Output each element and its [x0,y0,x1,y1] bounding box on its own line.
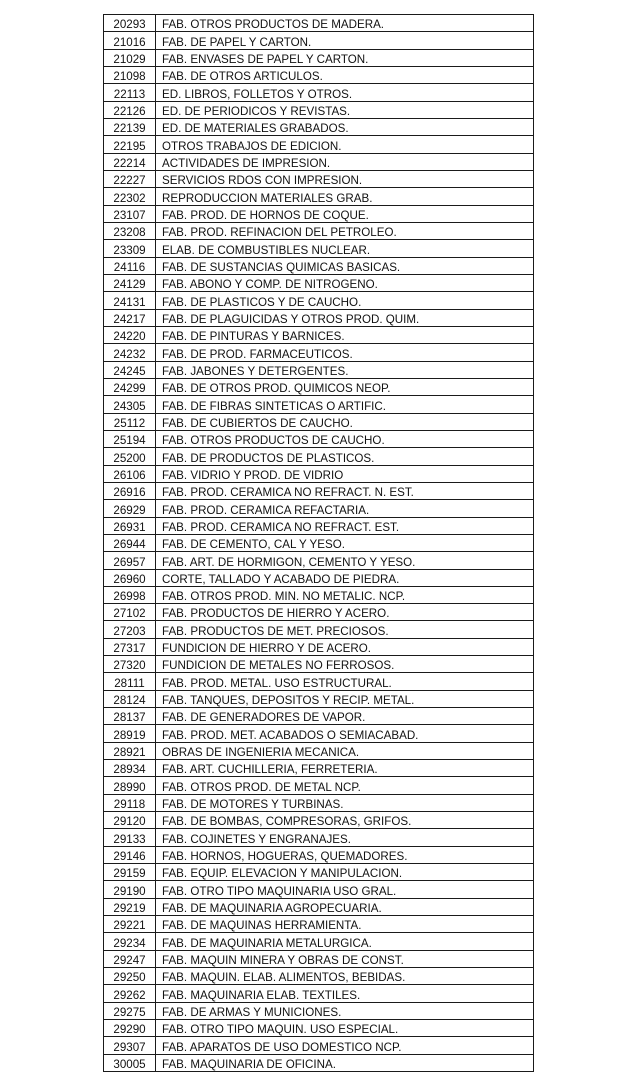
table-row [104,708,534,725]
activity-description-cell: FAB. MAQUIN MINERA Y OBRAS DE CONST. [156,950,534,967]
activity-description-cell: FAB. VIDRIO Y PROD. DE VIDRIO [156,465,534,482]
table-row [104,240,534,257]
table-row [104,690,534,707]
table-row [104,482,534,499]
activity-code-cell: 24131 [104,292,156,309]
activity-code-cell: 24129 [104,274,156,291]
activity-description-cell: FAB. MAQUIN. ELAB. ALIMENTOS, BEBIDAS. [156,968,534,985]
activity-description-cell: FAB. DE PLAGUICIDAS Y OTROS PROD. QUIM. [156,309,534,326]
table-row [104,517,534,534]
activity-code-cell: 24305 [104,396,156,413]
table-row [104,430,534,447]
activity-description-cell: FAB. PROD. CERAMICA REFACTARIA. [156,500,534,517]
activity-description-cell: FAB. DE OTROS PROD. QUIMICOS NEOP. [156,378,534,395]
activity-code-cell: 20293 [104,15,156,32]
table-row [104,309,534,326]
activity-description-cell: FAB. TANQUES, DEPOSITOS Y RECIP. METAL. [156,690,534,707]
activity-description-cell: FAB. DE FIBRAS SINTETICAS O ARTIFIC. [156,396,534,413]
activity-code-cell: 29234 [104,933,156,950]
activity-description-cell: FAB. DE PAPEL Y CARTON. [156,32,534,49]
activity-description-cell: FAB. PRODUCTOS DE MET. PRECIOSOS. [156,621,534,638]
activity-code-cell: 29133 [104,829,156,846]
activity-code-cell: 29120 [104,812,156,829]
table-row [104,1054,534,1071]
table-row [104,448,534,465]
table-row [104,378,534,395]
activity-description-cell: FAB. DE SUSTANCIAS QUIMICAS BASICAS. [156,257,534,274]
activity-code-cell: 29247 [104,950,156,967]
activity-code-cell: 26944 [104,534,156,551]
activity-code-cell: 24116 [104,257,156,274]
activity-code-cell: 29221 [104,916,156,933]
activity-description-cell: FAB. DE PINTURAS Y BARNICES. [156,326,534,343]
activity-code-cell: 23107 [104,205,156,222]
activity-code-cell: 25194 [104,430,156,447]
activity-code-cell: 21016 [104,32,156,49]
activity-code-cell: 28934 [104,760,156,777]
activity-code-cell: 22113 [104,84,156,101]
table-row [104,552,534,569]
table-row [104,950,534,967]
activity-description-cell: FAB. EQUIP. ELEVACION Y MANIPULACION. [156,864,534,881]
activity-code-cell: 22126 [104,101,156,118]
activity-description-cell: FAB. DE CUBIERTOS DE CAUCHO. [156,413,534,430]
activity-code-cell: 22302 [104,188,156,205]
activity-description-cell: FAB. OTRO TIPO MAQUINARIA USO GRAL. [156,881,534,898]
activity-code-cell: 24217 [104,309,156,326]
table-row [104,742,534,759]
table-row [104,881,534,898]
table-row [104,326,534,343]
activity-description-cell: FAB. OTROS PROD. MIN. NO METALIC. NCP. [156,586,534,603]
activity-code-cell: 28124 [104,690,156,707]
activity-code-cell: 28111 [104,673,156,690]
table-row [104,812,534,829]
table-row [104,257,534,274]
activity-code-cell: 29159 [104,864,156,881]
table-row [104,638,534,655]
activity-code-cell: 24245 [104,361,156,378]
table-row [104,361,534,378]
table-row [104,153,534,170]
activity-description-cell: FAB. DE MAQUINAS HERRAMIENTA. [156,916,534,933]
activity-description-cell: FAB. ART. DE HORMIGON, CEMENTO Y YESO. [156,552,534,569]
activity-description-cell: FAB. DE MAQUINARIA AGROPECUARIA. [156,898,534,915]
activity-description-cell: FAB. DE MOTORES Y TURBINAS. [156,794,534,811]
activity-code-cell: 23208 [104,222,156,239]
activity-code-cell: 22195 [104,136,156,153]
activity-description-cell: FAB. OTROS PRODUCTOS DE CAUCHO. [156,430,534,447]
activity-code-cell: 26106 [104,465,156,482]
activity-code-cell: 29307 [104,1037,156,1054]
activity-code-cell: 28137 [104,708,156,725]
table-row [104,118,534,135]
activity-code-cell: 26929 [104,500,156,517]
activity-description-cell: FAB. DE BOMBAS, COMPRESORAS, GRIFOS. [156,812,534,829]
table-row [104,170,534,187]
table-row [104,292,534,309]
activity-description-cell: FAB. JABONES Y DETERGENTES. [156,361,534,378]
activity-description-cell: FAB. DE MAQUINARIA METALURGICA. [156,933,534,950]
activity-code-cell: 25112 [104,413,156,430]
activity-code-cell: 29290 [104,1020,156,1037]
table-row [104,898,534,915]
activity-description-cell: FAB. ENVASES DE PAPEL Y CARTON. [156,49,534,66]
activity-description-cell: FAB. DE PRODUCTOS DE PLASTICOS. [156,448,534,465]
activity-code-cell: 27320 [104,656,156,673]
activity-description-cell: FAB. OTROS PRODUCTOS DE MADERA. [156,15,534,32]
activity-description-cell: FAB. APARATOS DE USO DOMESTICO NCP. [156,1037,534,1054]
activity-description-cell: FAB. PROD. METAL. USO ESTRUCTURAL. [156,673,534,690]
activity-code-cell: 30005 [104,1054,156,1071]
table-row [104,66,534,83]
activity-code-cell: 29250 [104,968,156,985]
activity-code-cell: 22139 [104,118,156,135]
table-row [104,1002,534,1019]
activity-code-cell: 24299 [104,378,156,395]
table-row [104,673,534,690]
activity-description-cell: CORTE, TALLADO Y ACABADO DE PIEDRA. [156,569,534,586]
activity-code-cell: 23309 [104,240,156,257]
activity-code-table [103,14,534,1072]
activity-code-cell: 29219 [104,898,156,915]
table-row [104,32,534,49]
activity-description-cell: FAB. DE PLASTICOS Y DE CAUCHO. [156,292,534,309]
activity-description-cell: FAB. DE CEMENTO, CAL Y YESO. [156,534,534,551]
table-row [104,933,534,950]
activity-description-cell: FAB. OTROS PROD. DE METAL NCP. [156,777,534,794]
activity-description-cell: ED. DE MATERIALES GRABADOS. [156,118,534,135]
activity-code-cell: 29118 [104,794,156,811]
activity-description-cell: FAB. PROD. CERAMICA NO REFRACT. EST. [156,517,534,534]
table-row [104,1037,534,1054]
activity-description-cell: FUNDICION DE METALES NO FERROSOS. [156,656,534,673]
table-row [104,621,534,638]
activity-code-table-body [104,15,534,1072]
activity-code-cell: 28921 [104,742,156,759]
activity-code-cell: 28919 [104,725,156,742]
activity-code-cell: 27102 [104,604,156,621]
activity-description-cell: FAB. PROD. MET. ACABADOS O SEMIACABAD. [156,725,534,742]
table-row [104,136,534,153]
activity-description-cell: ACTIVIDADES DE IMPRESION. [156,153,534,170]
table-row [104,604,534,621]
activity-description-cell: FAB. DE OTROS ARTICULOS. [156,66,534,83]
activity-code-cell: 25200 [104,448,156,465]
activity-description-cell: FAB. OTRO TIPO MAQUIN. USO ESPECIAL. [156,1020,534,1037]
activity-description-cell: FAB. DE GENERADORES DE VAPOR. [156,708,534,725]
activity-description-cell: FAB. ABONO Y COMP. DE NITROGENO. [156,274,534,291]
table-row [104,534,534,551]
activity-description-cell: FAB. MAQUINARIA ELAB. TEXTILES. [156,985,534,1002]
activity-description-cell: FAB. PROD. REFINACION DEL PETROLEO. [156,222,534,239]
activity-description-cell: ELAB. DE COMBUSTIBLES NUCLEAR. [156,240,534,257]
table-row [104,84,534,101]
table-row [104,413,534,430]
table-row [104,985,534,1002]
activity-description-cell: ED. LIBROS, FOLLETOS Y OTROS. [156,84,534,101]
table-row [104,205,534,222]
activity-code-cell: 21029 [104,49,156,66]
table-row [104,916,534,933]
activity-code-cell: 27317 [104,638,156,655]
activity-code-cell: 26957 [104,552,156,569]
table-row [104,864,534,881]
activity-code-cell: 26998 [104,586,156,603]
table-row [104,569,534,586]
activity-code-cell: 29275 [104,1002,156,1019]
activity-description-cell: FAB. HORNOS, HOGUERAS, QUEMADORES. [156,846,534,863]
activity-code-cell: 26916 [104,482,156,499]
activity-description-cell: FAB. MAQUINARIA DE OFICINA. [156,1054,534,1071]
activity-code-cell: 26931 [104,517,156,534]
activity-code-cell: 27203 [104,621,156,638]
activity-description-cell: FAB. PROD. CERAMICA NO REFRACT. N. EST. [156,482,534,499]
activity-code-cell: 22214 [104,153,156,170]
table-row [104,274,534,291]
table-row [104,586,534,603]
activity-description-cell: OBRAS DE INGENIERIA MECANICA. [156,742,534,759]
activity-description-cell: FAB. ART. CUCHILLERIA, FERRETERIA. [156,760,534,777]
table-row [104,656,534,673]
table-row [104,725,534,742]
activity-code-cell: 29190 [104,881,156,898]
activity-code-cell: 29262 [104,985,156,1002]
table-row [104,500,534,517]
activity-description-cell: FAB. DE ARMAS Y MUNICIONES. [156,1002,534,1019]
activity-code-cell: 24220 [104,326,156,343]
activity-code-cell: 29146 [104,846,156,863]
activity-description-cell: FAB. DE PROD. FARMACEUTICOS. [156,344,534,361]
table-row [104,794,534,811]
activity-description-cell: SERVICIOS RDOS CON IMPRESION. [156,170,534,187]
table-row [104,1020,534,1037]
table-row [104,396,534,413]
activity-code-cell: 28990 [104,777,156,794]
activity-code-cell: 22227 [104,170,156,187]
table-row [104,465,534,482]
activity-code-cell: 24232 [104,344,156,361]
activity-code-cell: 21098 [104,66,156,83]
activity-code-cell: 26960 [104,569,156,586]
table-row [104,101,534,118]
table-row [104,344,534,361]
table-row [104,968,534,985]
table-row [104,829,534,846]
table-row [104,188,534,205]
table-row [104,222,534,239]
activity-description-cell: REPRODUCCION MATERIALES GRAB. [156,188,534,205]
table-row [104,760,534,777]
table-row [104,777,534,794]
table-row [104,49,534,66]
activity-description-cell: FAB. PROD. DE HORNOS DE COQUE. [156,205,534,222]
activity-description-cell: FAB. COJINETES Y ENGRANAJES. [156,829,534,846]
activity-description-cell: OTROS TRABAJOS DE EDICION. [156,136,534,153]
activity-description-cell: ED. DE PERIODICOS Y REVISTAS. [156,101,534,118]
table-row [104,15,534,32]
table-row [104,846,534,863]
activity-description-cell: FUNDICION DE HIERRO Y DE ACERO. [156,638,534,655]
activity-description-cell: FAB. PRODUCTOS DE HIERRO Y ACERO. [156,604,534,621]
